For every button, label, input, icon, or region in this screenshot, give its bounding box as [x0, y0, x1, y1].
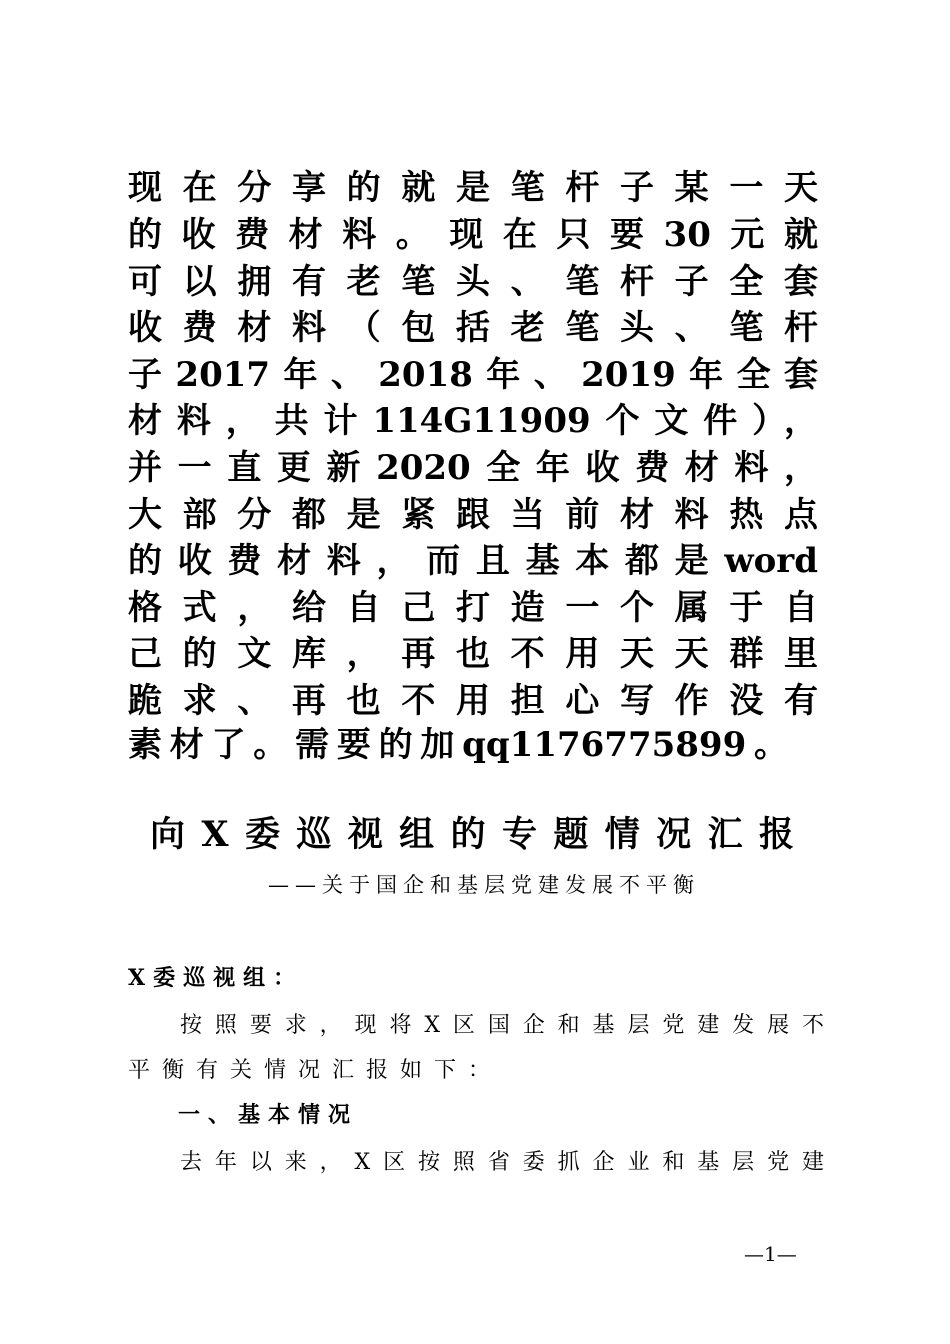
advert-line: 素材了。需要的加qq1176775899。 [128, 725, 788, 765]
advert-line: 并一直更新2020全年收费材料， [128, 448, 818, 488]
page-number: —1— [744, 1242, 797, 1266]
advert-line: 可以拥有老笔头、笔杆子全套 [128, 262, 818, 302]
document-subtitle: ——关于国企和基层党建发展不平衡 [268, 873, 700, 897]
section-heading: 一、基本情况 [178, 1103, 359, 1128]
advert-line: 大部分都是紧跟当前材料热点 [128, 495, 818, 535]
advert-line: 己的文库，再也不用天天群里 [128, 634, 818, 674]
salutation: X委巡视组： [128, 965, 304, 991]
advert-line: 的收费材料。现在只要30元就 [128, 215, 818, 255]
document-title: 向X委巡视组的专题情况汇报 [150, 814, 794, 855]
advert-line: 跪求、再也不用担心写作没有 [128, 681, 818, 721]
paragraph-line: 平衡有关情况汇报如下： [128, 1058, 490, 1083]
advert-line: 材料，共计114G11909个文件）， [128, 401, 818, 441]
advert-line: 收费材料（包括老笔头、笔杆 [128, 308, 818, 348]
advert-line: 格式，给自己打造一个属于自 [128, 588, 818, 628]
advert-line: 的收费材料，而且基本都是word [128, 541, 818, 581]
paragraph-line: 按照要求，现将X区国企和基层党建发展不 [180, 1013, 824, 1038]
advert-line: 现在分享的就是笔杆子某一天 [128, 168, 818, 208]
advert-line: 子2017年、2018年、2019年全套 [128, 355, 818, 395]
paragraph-line: 去年以来，X区按照省委抓企业和基层党建 [180, 1150, 824, 1175]
